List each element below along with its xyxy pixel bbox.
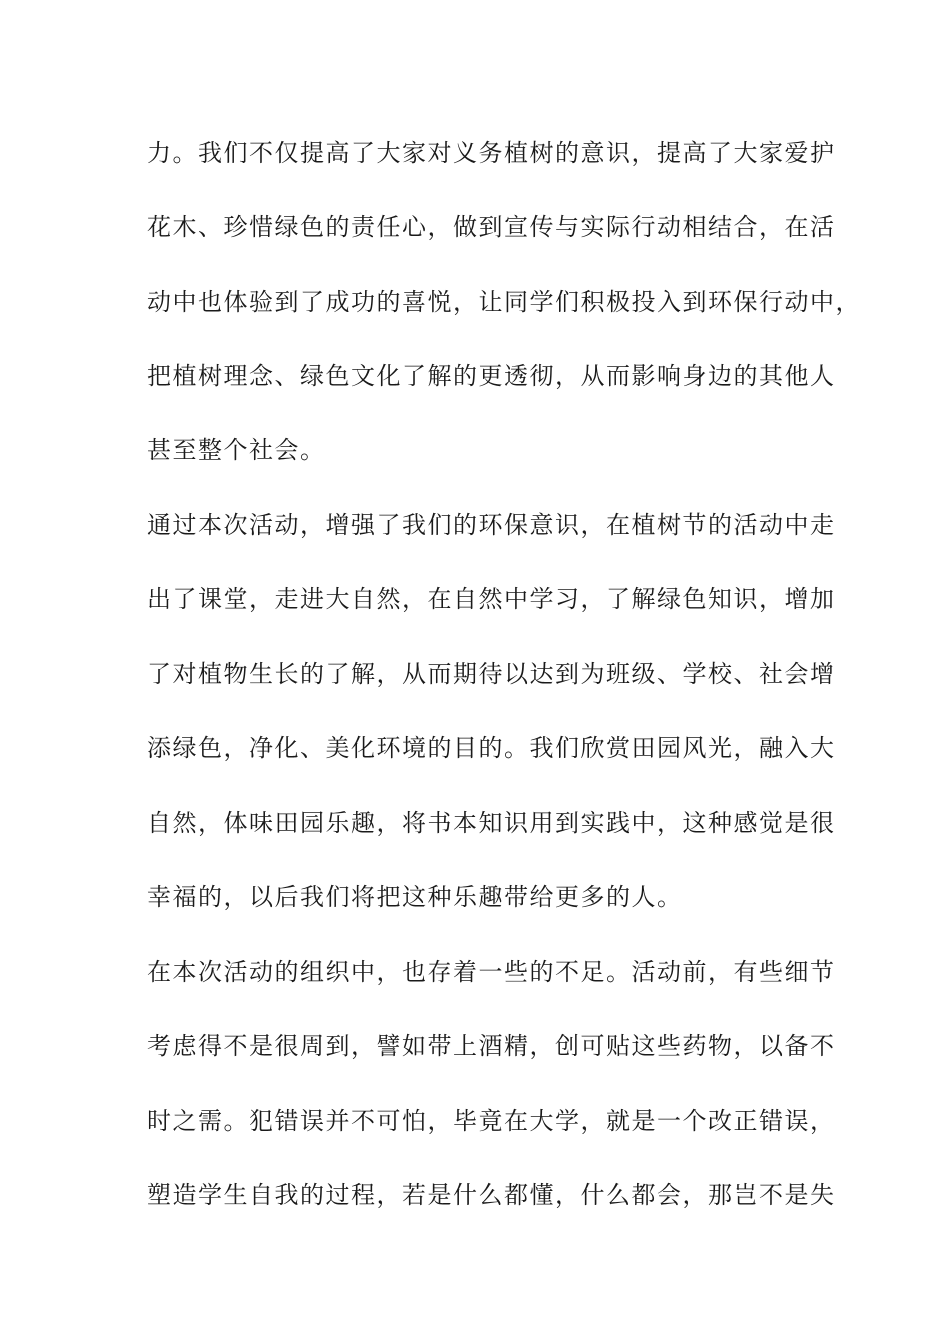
text-line: 力。我们不仅提高了大家对义务植树的意识，提高了大家爱护 <box>147 139 836 167</box>
text-line: 自然，体味田园乐趣，将书本知识用到实践中，这种感觉是很 <box>147 809 836 837</box>
text-line: 塑造学生自我的过程，若是什么都懂，什么都会，那岂不是失 <box>147 1181 836 1209</box>
text-line: 出了课堂，走进大自然，在自然中学习，了解绿色知识，增加 <box>147 585 836 613</box>
text-line: 动中也体验到了成功的喜悦，让同学们积极投入到环保行动中， <box>147 288 861 316</box>
text-line: 添绿色，净化、美化环境的目的。我们欣赏田园风光，融入大 <box>147 734 836 762</box>
text-line: 把植树理念、绿色文化了解的更透彻，从而影响身边的其他人 <box>147 362 836 390</box>
text-line: 花木、珍惜绿色的责任心，做到宣传与实际行动相结合，在活 <box>147 213 836 241</box>
text-line: 通过本次活动，增强了我们的环保意识，在植树节的活动中走 <box>147 511 836 539</box>
text-line: 甚至整个社会。 <box>147 436 326 464</box>
text-line: 考虑得不是很周到，譬如带上酒精，创可贴这些药物，以备不 <box>147 1032 836 1060</box>
text-line: 时之需。犯错误并不可怕，毕竟在大学，就是一个改正错误， <box>147 1107 836 1135</box>
text-line: 幸福的，以后我们将把这种乐趣带给更多的人。 <box>147 883 683 911</box>
text-line: 在本次活动的组织中，也存着一些的不足。活动前，有些细节 <box>147 958 836 986</box>
text-line: 了对植物生长的了解，从而期待以达到为班级、学校、社会增 <box>147 660 836 688</box>
